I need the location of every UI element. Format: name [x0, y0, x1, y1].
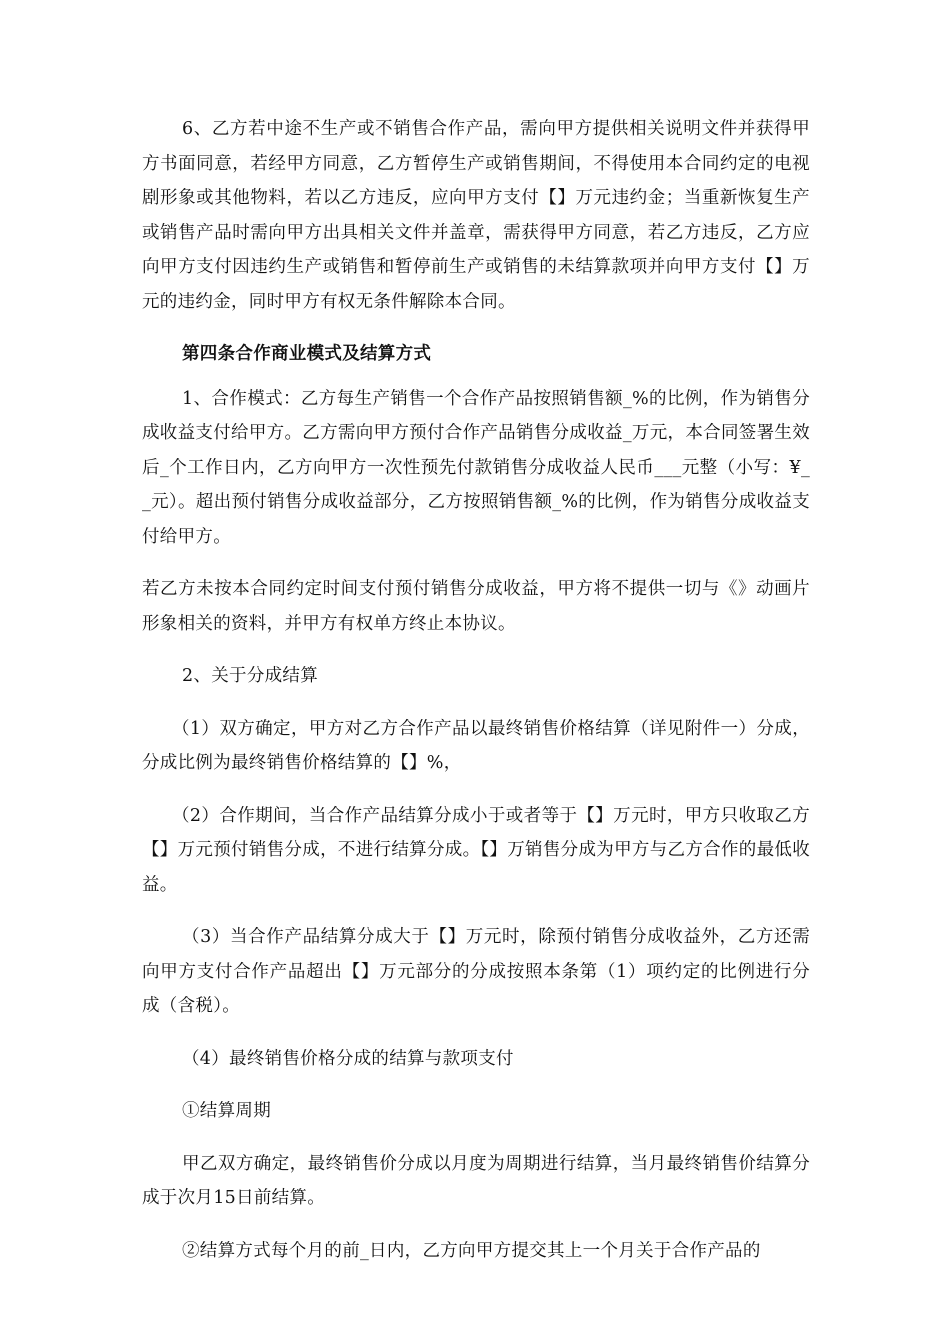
- settlement-heading: 2、关于分成结算: [182, 666, 319, 686]
- document-body: [142, 112, 810, 1268]
- settlement-item-3: （3）当合作产品结算分成大于【】万元时，除预付销售分成收益外，乙方还需向甲方支付合作产品超出【】万元部分的分成按照本条第（1）项约定的比例进行分成（含税）。: [142, 927, 810, 1016]
- settlement-item-2: （2）合作期间，当合作产品结算分成小于或者等于【】万元时，甲方只收取乙方【】万元预付销售分成，不进行结算分成。【】万销售分成为甲方与乙方合作的最低收益。: [142, 805, 810, 895]
- article-4-heading: 第四条合作商业模式及结算方式: [182, 344, 432, 364]
- clause-6-paragraph: 6、乙方若中途不生产或不销售合作产品，需向甲方提供相关说明文件并获得甲方书面同意，若经甲方同意，乙方暂停生产或销售期间，不得使用本合同约定的电视剧形象或其他物料，若以乙方违反，应向甲方支付【】万元违约金；当重新恢复生产或销售产品时需向甲方出具相关文件并盖章，需获得甲方同意，若乙方违反，乙方应向甲方支付因违约生产或销售和暂停前生产或销售的未结算款项并向甲方支付【】万元的违约金，同时甲方有权无条件解除本合同。: [142, 119, 810, 312]
- settlement-cycle-paragraph: 甲乙双方确定，最终销售价分成以月度为周期进行结算，当月最终销售价结算分成于次月15日前结算。: [142, 1153, 810, 1208]
- settlement-method-paragraph: ②结算方式每个月的前_日内，乙方向甲方提交其上一个月关于合作产品的: [182, 1240, 761, 1261]
- settlement-item-4: （4）最终销售价格分成的结算与款项支付: [182, 1048, 514, 1069]
- settlement-item-1: （1）双方确定，甲方对乙方合作产品以最终销售价格结算（详见附件一）分成，分成比例为最终销售价格结算的【】%，: [142, 718, 810, 773]
- cooperation-mode-paragraph: 1、合作模式：乙方每生产销售一个合作产品按照销售额_%的比例，作为销售分成收益支付给甲方。乙方需向甲方预付合作产品销售分成收益_万元，本合同签署生效后_个工作日内，乙方向甲方一次性预先付款销售分成收益人民币___元整（小写：¥__元）。超出预付销售分成收益部分，乙方按照销售额_%的比例，作为销售分成收益支付给甲方。: [142, 388, 810, 547]
- settlement-cycle-heading: ①结算周期: [182, 1101, 271, 1121]
- prepayment-default-paragraph: 若乙方未按本合同约定时间支付预付销售分成收益，甲方将不提供一切与《》动画片形象相关的资料，并甲方有权单方终止本协议。: [142, 579, 810, 634]
